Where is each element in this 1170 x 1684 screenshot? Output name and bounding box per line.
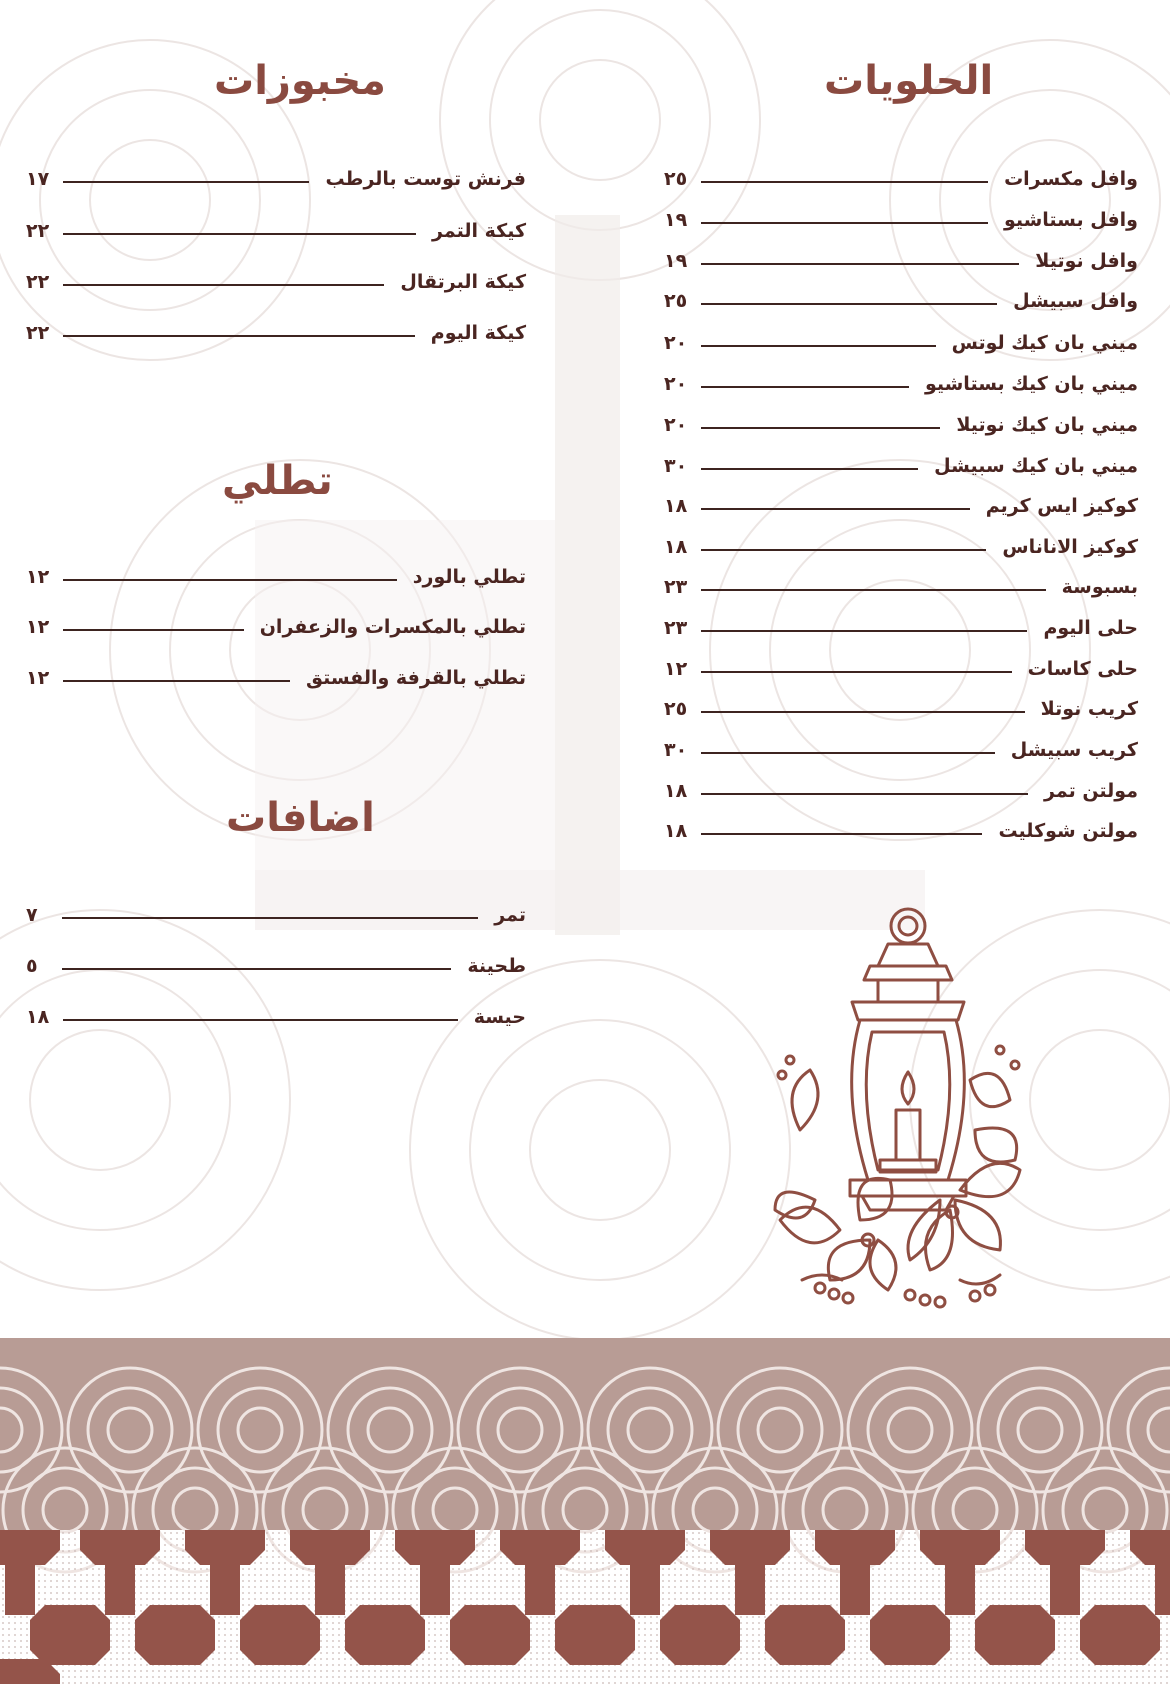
leader-line: [63, 1019, 457, 1021]
item-name: مولتن شوكليت: [998, 820, 1138, 842]
menu-item: [664, 816, 1138, 846]
leader-line: [63, 284, 384, 286]
item-name: وافل نوتيلا: [1035, 250, 1138, 272]
item-name: مولتن تمر: [1044, 780, 1138, 802]
leader-line: [701, 671, 1011, 673]
menu-item: [26, 1002, 526, 1032]
item-price: ١٨: [664, 820, 688, 842]
item-name: كيكة البرتقال: [400, 271, 526, 293]
lantern-flower-icon: [760, 900, 1040, 1310]
item-name: ميني بان كيك لوتس: [951, 332, 1138, 354]
menu-item: [26, 612, 526, 642]
item-price: ١٢: [26, 566, 50, 588]
item-name: كيكة اليوم: [430, 322, 526, 344]
item-name: حلى كاسات: [1027, 658, 1138, 680]
item-name: تمر: [494, 904, 526, 926]
menu-item: [664, 451, 1138, 481]
item-name: كريب سبيشل: [1010, 739, 1138, 761]
item-price: ١٨: [26, 1006, 50, 1028]
leader-line: [701, 630, 1027, 632]
item-price: ٢٥: [664, 698, 688, 720]
leader-line: [701, 752, 995, 754]
watermark-bar: [555, 215, 620, 935]
item-name: كيكة التمر: [432, 220, 526, 242]
item-name: ميني بان كيك نوتيلا: [956, 414, 1138, 436]
item-price: ١٨: [664, 780, 688, 802]
item-price: ١٩: [664, 209, 688, 231]
item-price: ٣٠: [664, 455, 688, 477]
item-price: ٢٢: [26, 322, 50, 344]
item-price: ١٢: [26, 616, 50, 638]
menu-item: [664, 776, 1138, 806]
item-price: ١٨: [664, 495, 688, 517]
item-name: وافل مكسرات: [1004, 168, 1138, 190]
item-price: ٢٥: [664, 168, 688, 190]
section-title-additions: اضافات: [226, 795, 375, 841]
item-name: فرنش توست بالرطب: [325, 168, 526, 190]
menu-item: [26, 663, 526, 693]
leader-line: [63, 181, 309, 183]
item-price: ٧: [26, 904, 38, 926]
leader-line: [701, 345, 935, 347]
menu-item: [664, 369, 1138, 399]
menu-item: [664, 164, 1138, 194]
item-price: ١٩: [664, 250, 688, 272]
menu-item: [664, 328, 1138, 358]
menu-item: [26, 318, 526, 348]
leader-line: [701, 549, 986, 551]
item-price: ٢٠: [664, 332, 688, 354]
item-name: كوكيز الاناناس: [1002, 536, 1138, 558]
leader-line: [701, 427, 940, 429]
item-price: ١٧: [26, 168, 50, 190]
item-price: ١٢: [26, 667, 50, 689]
leader-line: [701, 303, 997, 305]
item-name: حيسة: [473, 1006, 526, 1028]
menu-item: [664, 205, 1138, 235]
leader-line: [701, 508, 970, 510]
menu-item: [26, 267, 526, 297]
menu-item: [664, 286, 1138, 316]
menu-item: [26, 900, 526, 930]
leader-line: [63, 233, 416, 235]
menu-item: [664, 532, 1138, 562]
leader-line: [701, 793, 1028, 795]
item-price: ٣٠: [664, 739, 688, 761]
section-title-bakery: مخبوزات: [214, 58, 386, 104]
leader-line: [701, 711, 1024, 713]
leader-line: [701, 181, 988, 183]
menu-item: [664, 654, 1138, 684]
menu-item: [664, 735, 1138, 765]
section-title-sweets: الحلويات: [824, 58, 994, 104]
menu-item: [26, 164, 526, 194]
leader-line: [701, 589, 1045, 591]
item-name: حلى اليوم: [1043, 617, 1138, 639]
item-price: ٢٠: [664, 373, 688, 395]
leader-line: [63, 629, 244, 631]
leader-line: [63, 335, 415, 337]
item-name: كريب نوتلا: [1040, 698, 1138, 720]
item-name: ميني بان كيك سبيشل: [934, 455, 1138, 477]
item-name: تطلي بالقرفة والفستق: [305, 667, 526, 689]
menu-item: [664, 694, 1138, 724]
item-price: ٢٠: [664, 414, 688, 436]
menu-item: [26, 562, 526, 592]
item-price: ٢٣: [664, 617, 688, 639]
item-price: ٢٣: [664, 576, 688, 598]
item-name: تطلي بالمكسرات والزعفران: [259, 616, 526, 638]
leader-line: [701, 222, 988, 224]
item-price: ٢٢: [26, 271, 50, 293]
leader-line: [701, 833, 982, 835]
item-name: طحينة: [467, 955, 526, 977]
section-title-tatli: تطلي: [222, 458, 333, 504]
leader-line: [62, 917, 478, 919]
leader-line: [62, 968, 451, 970]
item-price: ٢٢: [26, 220, 50, 242]
item-price: ١٨: [664, 536, 688, 558]
leader-line: [63, 680, 290, 682]
item-price: ٢٥: [664, 290, 688, 312]
leader-line: [701, 468, 918, 470]
item-name: كوكيز ايس كريم: [985, 495, 1138, 517]
menu-item: [26, 951, 526, 981]
menu-item: [664, 246, 1138, 276]
menu-item: [664, 572, 1138, 602]
leader-line: [701, 386, 909, 388]
item-name: وافل سبيشل: [1013, 290, 1138, 312]
menu-item: [664, 410, 1138, 440]
item-name: تطلي بالورد: [412, 566, 526, 588]
item-price: ٥: [26, 955, 38, 977]
menu-item: [664, 613, 1138, 643]
item-name: بسبوسة: [1061, 576, 1138, 598]
leader-line: [63, 579, 397, 581]
item-name: وافل بستاشيو: [1003, 209, 1138, 231]
leader-line: [701, 263, 1019, 265]
item-price: ١٢: [664, 658, 688, 680]
menu-item: [664, 491, 1138, 521]
item-name: ميني بان كيك بستاشيو: [924, 373, 1138, 395]
menu-item: [26, 216, 526, 246]
